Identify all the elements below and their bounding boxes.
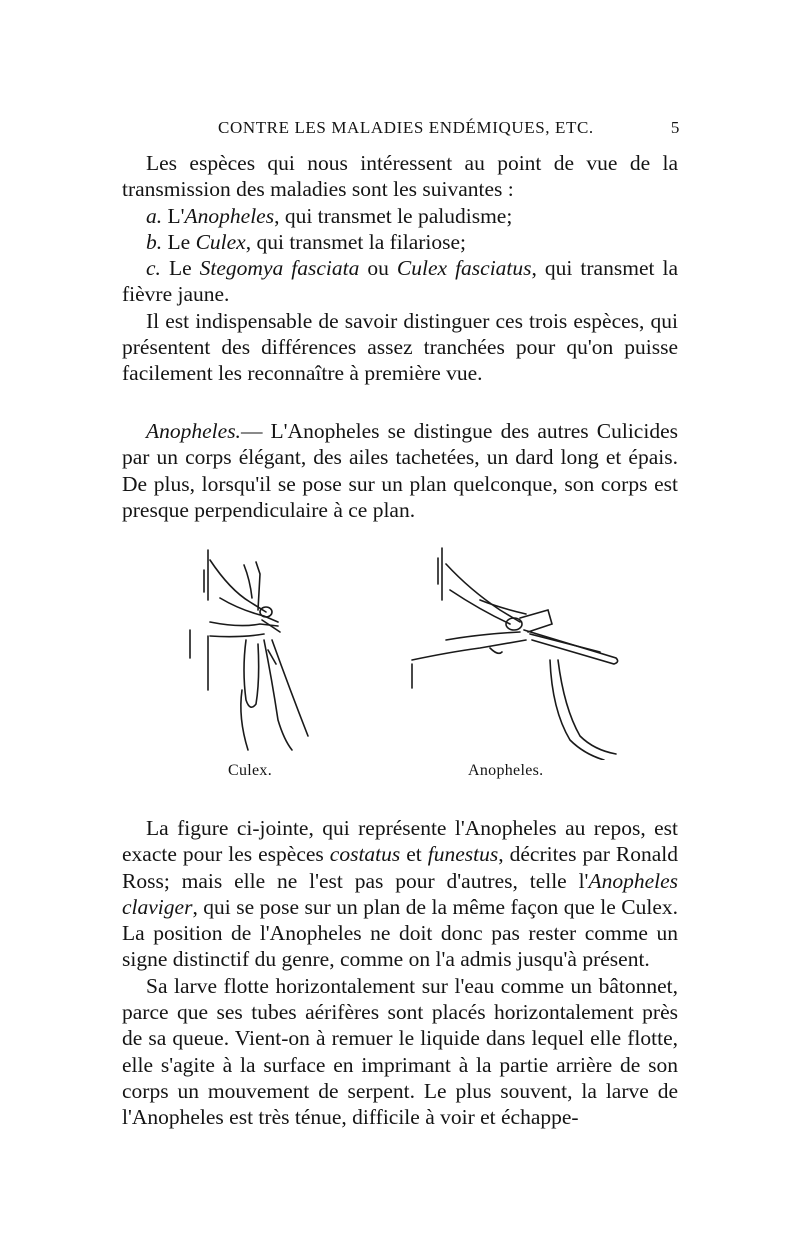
species-item-b [122,229,678,255]
em-dash: — [240,419,263,443]
figure-paragraph [122,815,678,973]
species-prefix: Le [167,229,196,254]
species-desc: , qui transmet la filariose; [245,229,467,254]
species-prefix: Le [168,256,200,281]
species-item-a [122,203,678,229]
running-head [120,116,680,146]
species-desc: , qui transmet le paludisme; [274,203,513,228]
species-costatus: costatus [329,842,401,867]
text-block-figure-discussion [122,815,678,1131]
text-run: et [400,842,428,867]
culex-drawing [190,550,308,750]
species-prefix: L' [167,203,185,228]
species-letter: b. [146,229,163,254]
species-name-alt: Culex fasciatus [396,256,532,281]
species-name: Anopheles [184,203,275,228]
anopheles-paragraph [122,418,678,523]
caption-culex: Culex. [228,762,273,779]
species-name: Culex [195,229,246,254]
page-number: 5 [670,118,680,137]
species-connector: ou [359,256,397,281]
running-title: CONTRE LES MALADIES ENDÉMIQUES, ETC. [218,118,594,137]
species-letter: c. [146,256,161,281]
mosquito-figure [180,540,640,790]
caption-anopheles: Anopheles. [468,762,544,779]
species-claviger: Anopheles claviger [122,868,678,919]
text-run: , décrites par Ronald Ross; mais elle ne l'est pas pour d'autres, telle l' [122,842,678,893]
text-block-anopheles [122,418,678,523]
mosquito-illustration [180,540,640,760]
species-item-c [122,255,678,308]
text-run: La figure ci-jointe, qui représente l'Anopheles au repos, est exacte pour les espèces [122,816,678,867]
anopheles-text: L'Anopheles se distingue des autres Culicides par un corps élégant, des ailes tachetées, un dard long et épais. De plus, lorsqu'il se pose sur un plan quelconque, son corps est presque perpendiculaire à ce plan. [122,419,678,522]
species-name: Stegomya fasciata [199,256,360,281]
species-funestus: funestus [427,842,499,867]
intro-paragraph: Les espèces qui nous intéressent au point de vue de la transmission des maladies sont les suivantes : [122,151,678,202]
larva-paragraph: Sa larve flotte horizontalement sur l'eau comme un bâtonnet, parce que ses tubes aérifères sont placés horizontalement près de sa queue. Vient-on à remuer le liquide dans lequel elle flotte, elle s'agite à la surface en imprimant à la partie arrière de son corps un mouvement de serpent. Le plus souvent, la larve de l'Anopheles est très ténue, difficile à voir et échappe- [122,973,678,1130]
anopheles-drawing [412,548,618,760]
species-desc: , qui transmet la fièvre jaune. [122,256,678,307]
section-heading: Anopheles. [146,419,241,443]
distinguish-paragraph: Il est indispensable de savoir distinguer ces trois espèces, qui présentent des différences assez tranchées pour qu'on puisse facilement les reconnaître à première vue. [122,308,678,386]
text-run: , qui se pose sur un plan de la même façon que le Culex. La position de l'Anopheles ne doit donc pas rester comme un signe distinctif du genre, comme on l'a admis jusqu'à présent. [122,894,678,972]
text-block-species [122,150,678,387]
species-letter: a. [146,203,163,228]
